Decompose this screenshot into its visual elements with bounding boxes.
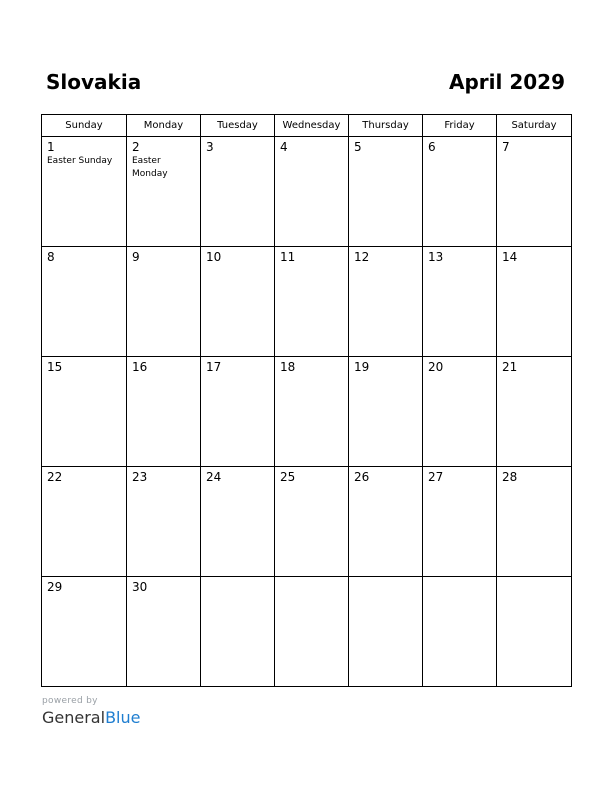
day-number: 6 [428,140,436,154]
day-number: 26 [354,470,370,484]
day-number: 12 [354,250,370,264]
day-cell [42,467,127,577]
day-cell [42,357,127,467]
day-cell [201,137,275,247]
month-title: April 2029 [449,70,565,94]
week-row [42,577,572,687]
holiday-label [497,264,571,265]
day-number: 10 [206,250,222,264]
weekday-header-wednesday: Wednesday [275,115,349,137]
holiday-label [349,484,422,485]
holiday-label [275,154,348,155]
day-number: 29 [47,580,63,594]
holiday-label [201,264,274,265]
holiday-label [275,374,348,375]
title-row [46,70,565,100]
holiday-label [423,154,496,155]
day-cell [497,467,572,577]
holiday-label [423,484,496,485]
day-cell [127,467,201,577]
holiday-label [275,264,348,265]
day-cell [42,247,127,357]
holiday-label [42,484,126,485]
brand-part-blue: Blue [105,708,141,727]
holiday-label [275,484,348,485]
holiday-label [201,484,274,485]
day-cell [201,577,275,687]
day-number: 25 [280,470,296,484]
holiday-label [201,580,274,581]
day-cell [201,247,275,357]
day-number: 17 [206,360,222,374]
day-cell [201,467,275,577]
day-number: 20 [428,360,444,374]
week-row [42,467,572,577]
holiday-label [349,580,422,581]
day-cell [275,247,349,357]
day-cell [497,577,572,687]
holiday-label [127,484,200,485]
holiday-label [497,484,571,485]
holiday-label [275,580,348,581]
generalblue-logo[interactable] [42,708,140,728]
holiday-label [349,374,422,375]
day-cell [42,137,127,247]
day-cell [201,357,275,467]
weekday-header-thursday: Thursday [349,115,423,137]
day-cell [349,577,423,687]
day-cell [497,137,572,247]
weekday-header-saturday: Saturday [497,115,572,137]
week-row [42,247,572,357]
holiday-label: Easter Monday [132,156,168,179]
weekday-header-sunday: Sunday [42,115,127,137]
day-cell [349,467,423,577]
day-cell [423,247,497,357]
day-number: 5 [354,140,362,154]
day-cell [275,577,349,687]
day-number: 30 [132,580,148,594]
weekday-header-monday: Monday [127,115,201,137]
day-cell [127,577,201,687]
week-row [42,137,572,247]
day-number: 1 [47,140,55,154]
day-cell [127,137,201,247]
weekday-header-tuesday: Tuesday [201,115,275,137]
day-number: 11 [280,250,296,264]
day-number: 22 [47,470,63,484]
day-number: 2 [132,140,140,154]
day-cell [349,357,423,467]
day-cell [423,577,497,687]
day-number: 4 [280,140,288,154]
day-number: 3 [206,140,214,154]
holiday-label [497,580,571,581]
day-cell [497,357,572,467]
day-cell [275,467,349,577]
weekday-header-friday: Friday [423,115,497,137]
day-cell [349,247,423,357]
day-number: 9 [132,250,140,264]
day-cell [497,247,572,357]
weekday-header-row [42,115,572,137]
day-cell [127,247,201,357]
day-cell [423,467,497,577]
day-number: 18 [280,360,296,374]
holiday-label [42,594,126,595]
holiday-label [127,594,200,595]
day-cell [127,357,201,467]
holiday-label [497,154,571,155]
holiday-label [42,264,126,265]
day-cell [275,357,349,467]
holiday-label [497,374,571,375]
day-number: 19 [354,360,370,374]
day-number: 14 [502,250,518,264]
holiday-label: Easter Sunday [47,156,113,166]
holiday-label [127,374,200,375]
day-number: 8 [47,250,55,264]
day-number: 21 [502,360,518,374]
holiday-label [201,374,274,375]
day-number: 13 [428,250,444,264]
day-number: 28 [502,470,518,484]
calendar-grid [41,114,572,687]
holiday-label [423,580,496,581]
day-cell [423,137,497,247]
holiday-label [42,374,126,375]
holiday-label [423,374,496,375]
powered-by-label: powered by [42,696,98,706]
day-number: 16 [132,360,148,374]
day-cell [275,137,349,247]
day-number: 15 [47,360,63,374]
brand-part-general: General [42,708,106,727]
country-title: Slovakia [46,70,142,94]
holiday-label [349,154,422,155]
day-cell [42,577,127,687]
day-number: 7 [502,140,510,154]
day-cell [349,137,423,247]
week-row [42,357,572,467]
day-number: 27 [428,470,444,484]
day-number: 24 [206,470,222,484]
holiday-label [423,264,496,265]
day-cell [423,357,497,467]
footer [42,696,140,728]
holiday-label [349,264,422,265]
holiday-label [201,154,274,155]
holiday-label [127,264,200,265]
day-number: 23 [132,470,148,484]
